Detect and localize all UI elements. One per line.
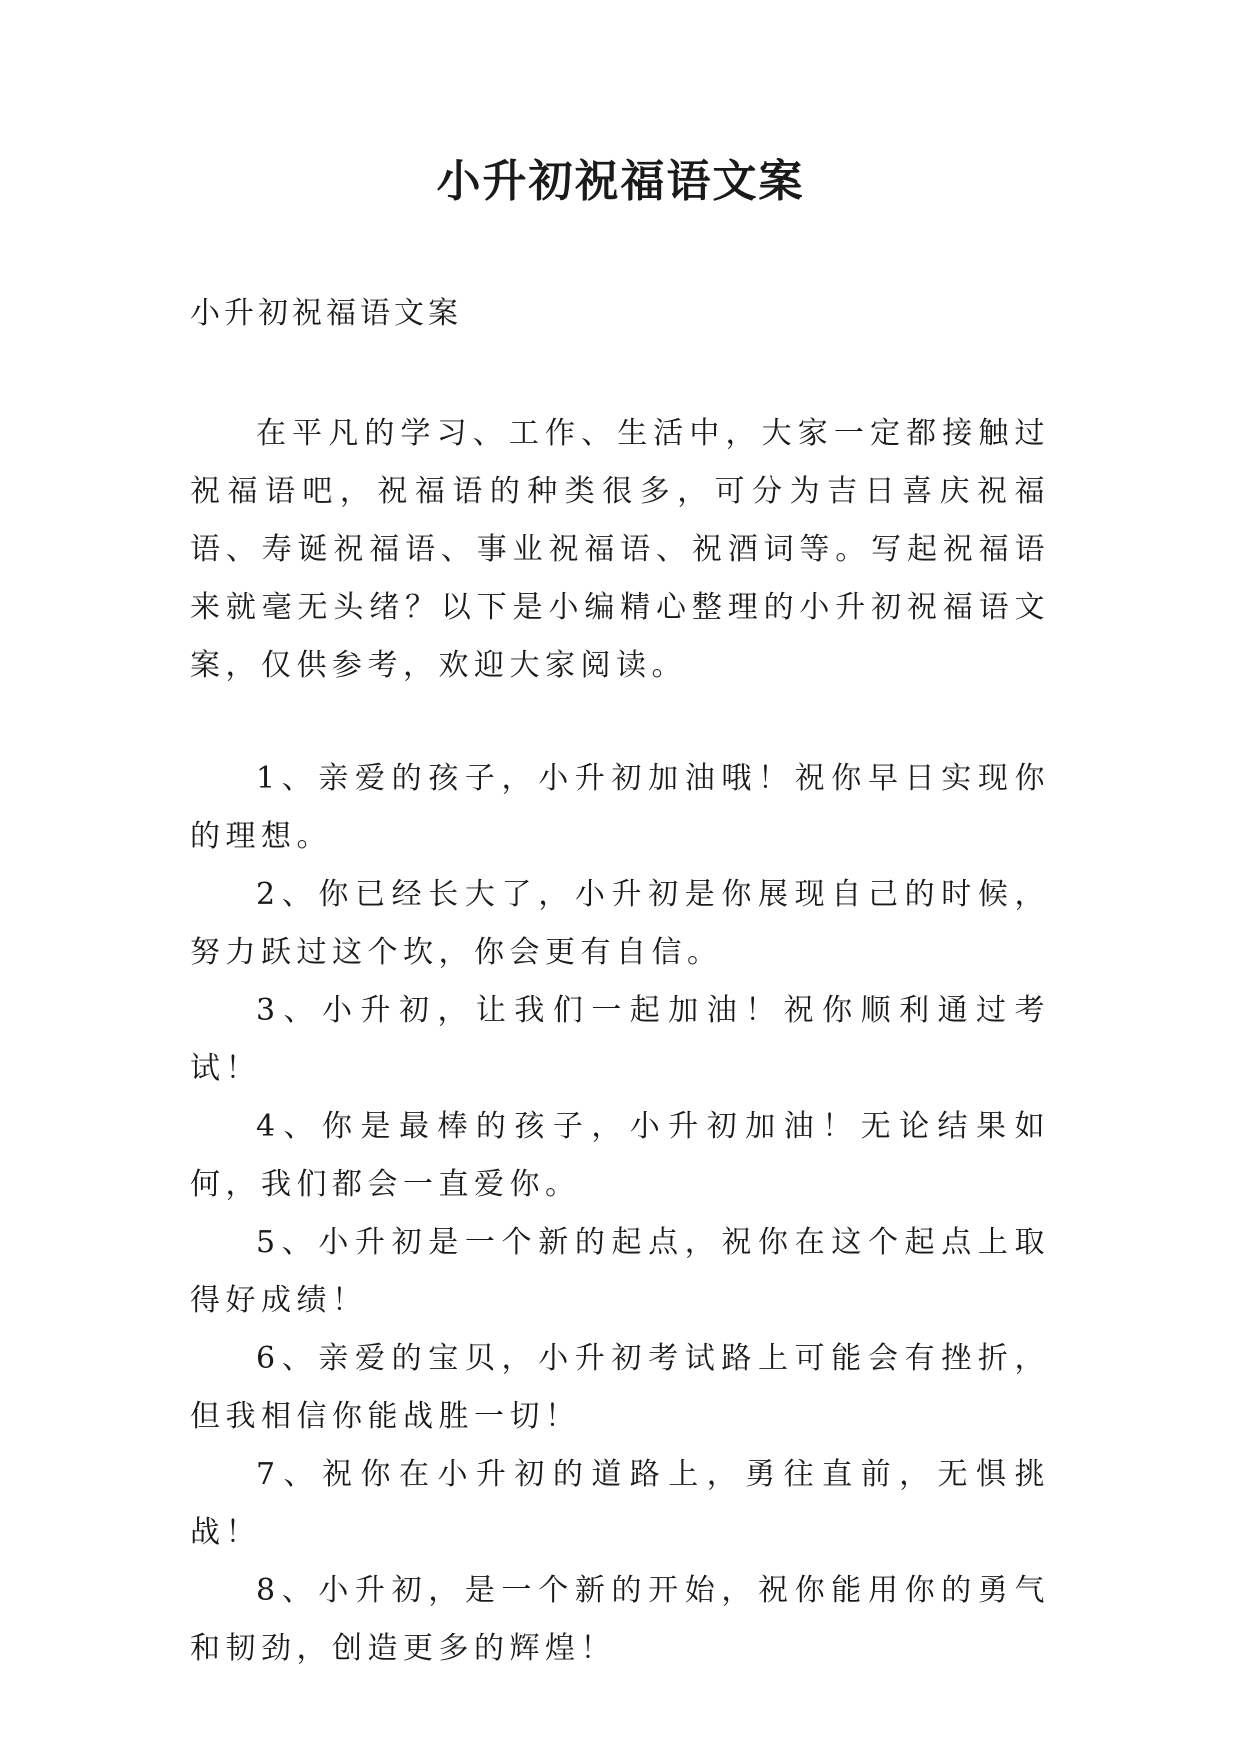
list-item: 4、你是最棒的孩子，小升初加油！无论结果如何，我们都会一直爱你。 [190,1109,1050,1202]
list-item: 2、你已经长大了，小升初是你展现自己的时候，努力跃过这个坎，你会更有自信。 [190,877,1050,970]
intro-paragraph: 在平凡的学习、工作、生活中，大家一定都接触过祝福语吧，祝福语的种类很多，可分为吉日喜庆祝福语、寿诞祝福语、事业祝福语、祝酒词等。写起祝福语来就毫无头绪？以下是小编精心整理的小升初祝福语文案，仅供参考，欢迎大家阅读。 [190,416,1050,683]
list-item: 3、小升初，让我们一起加油！祝你顺利通过考试！ [190,993,1050,1086]
document-title: 小升初祝福语文案 [436,156,805,207]
list-item: 7、祝你在小升初的道路上，勇往直前，无惧挑战！ [190,1457,1050,1550]
list-item: 1、亲爱的孩子，小升初加油哦！祝你早日实现你的理想。 [190,761,1050,854]
blessing-list [190,750,1050,1678]
list-item: 6、亲爱的宝贝，小升初考试路上可能会有挫折，但我相信你能战胜一切！ [190,1341,1050,1434]
list-item: 5、小升初是一个新的起点，祝你在这个起点上取得好成绩！ [190,1225,1050,1318]
document-subtitle: 小升初祝福语文案 [190,296,462,331]
list-item: 8、小升初，是一个新的开始，祝你能用你的勇气和韧劲，创造更多的辉煌！ [190,1573,1050,1666]
